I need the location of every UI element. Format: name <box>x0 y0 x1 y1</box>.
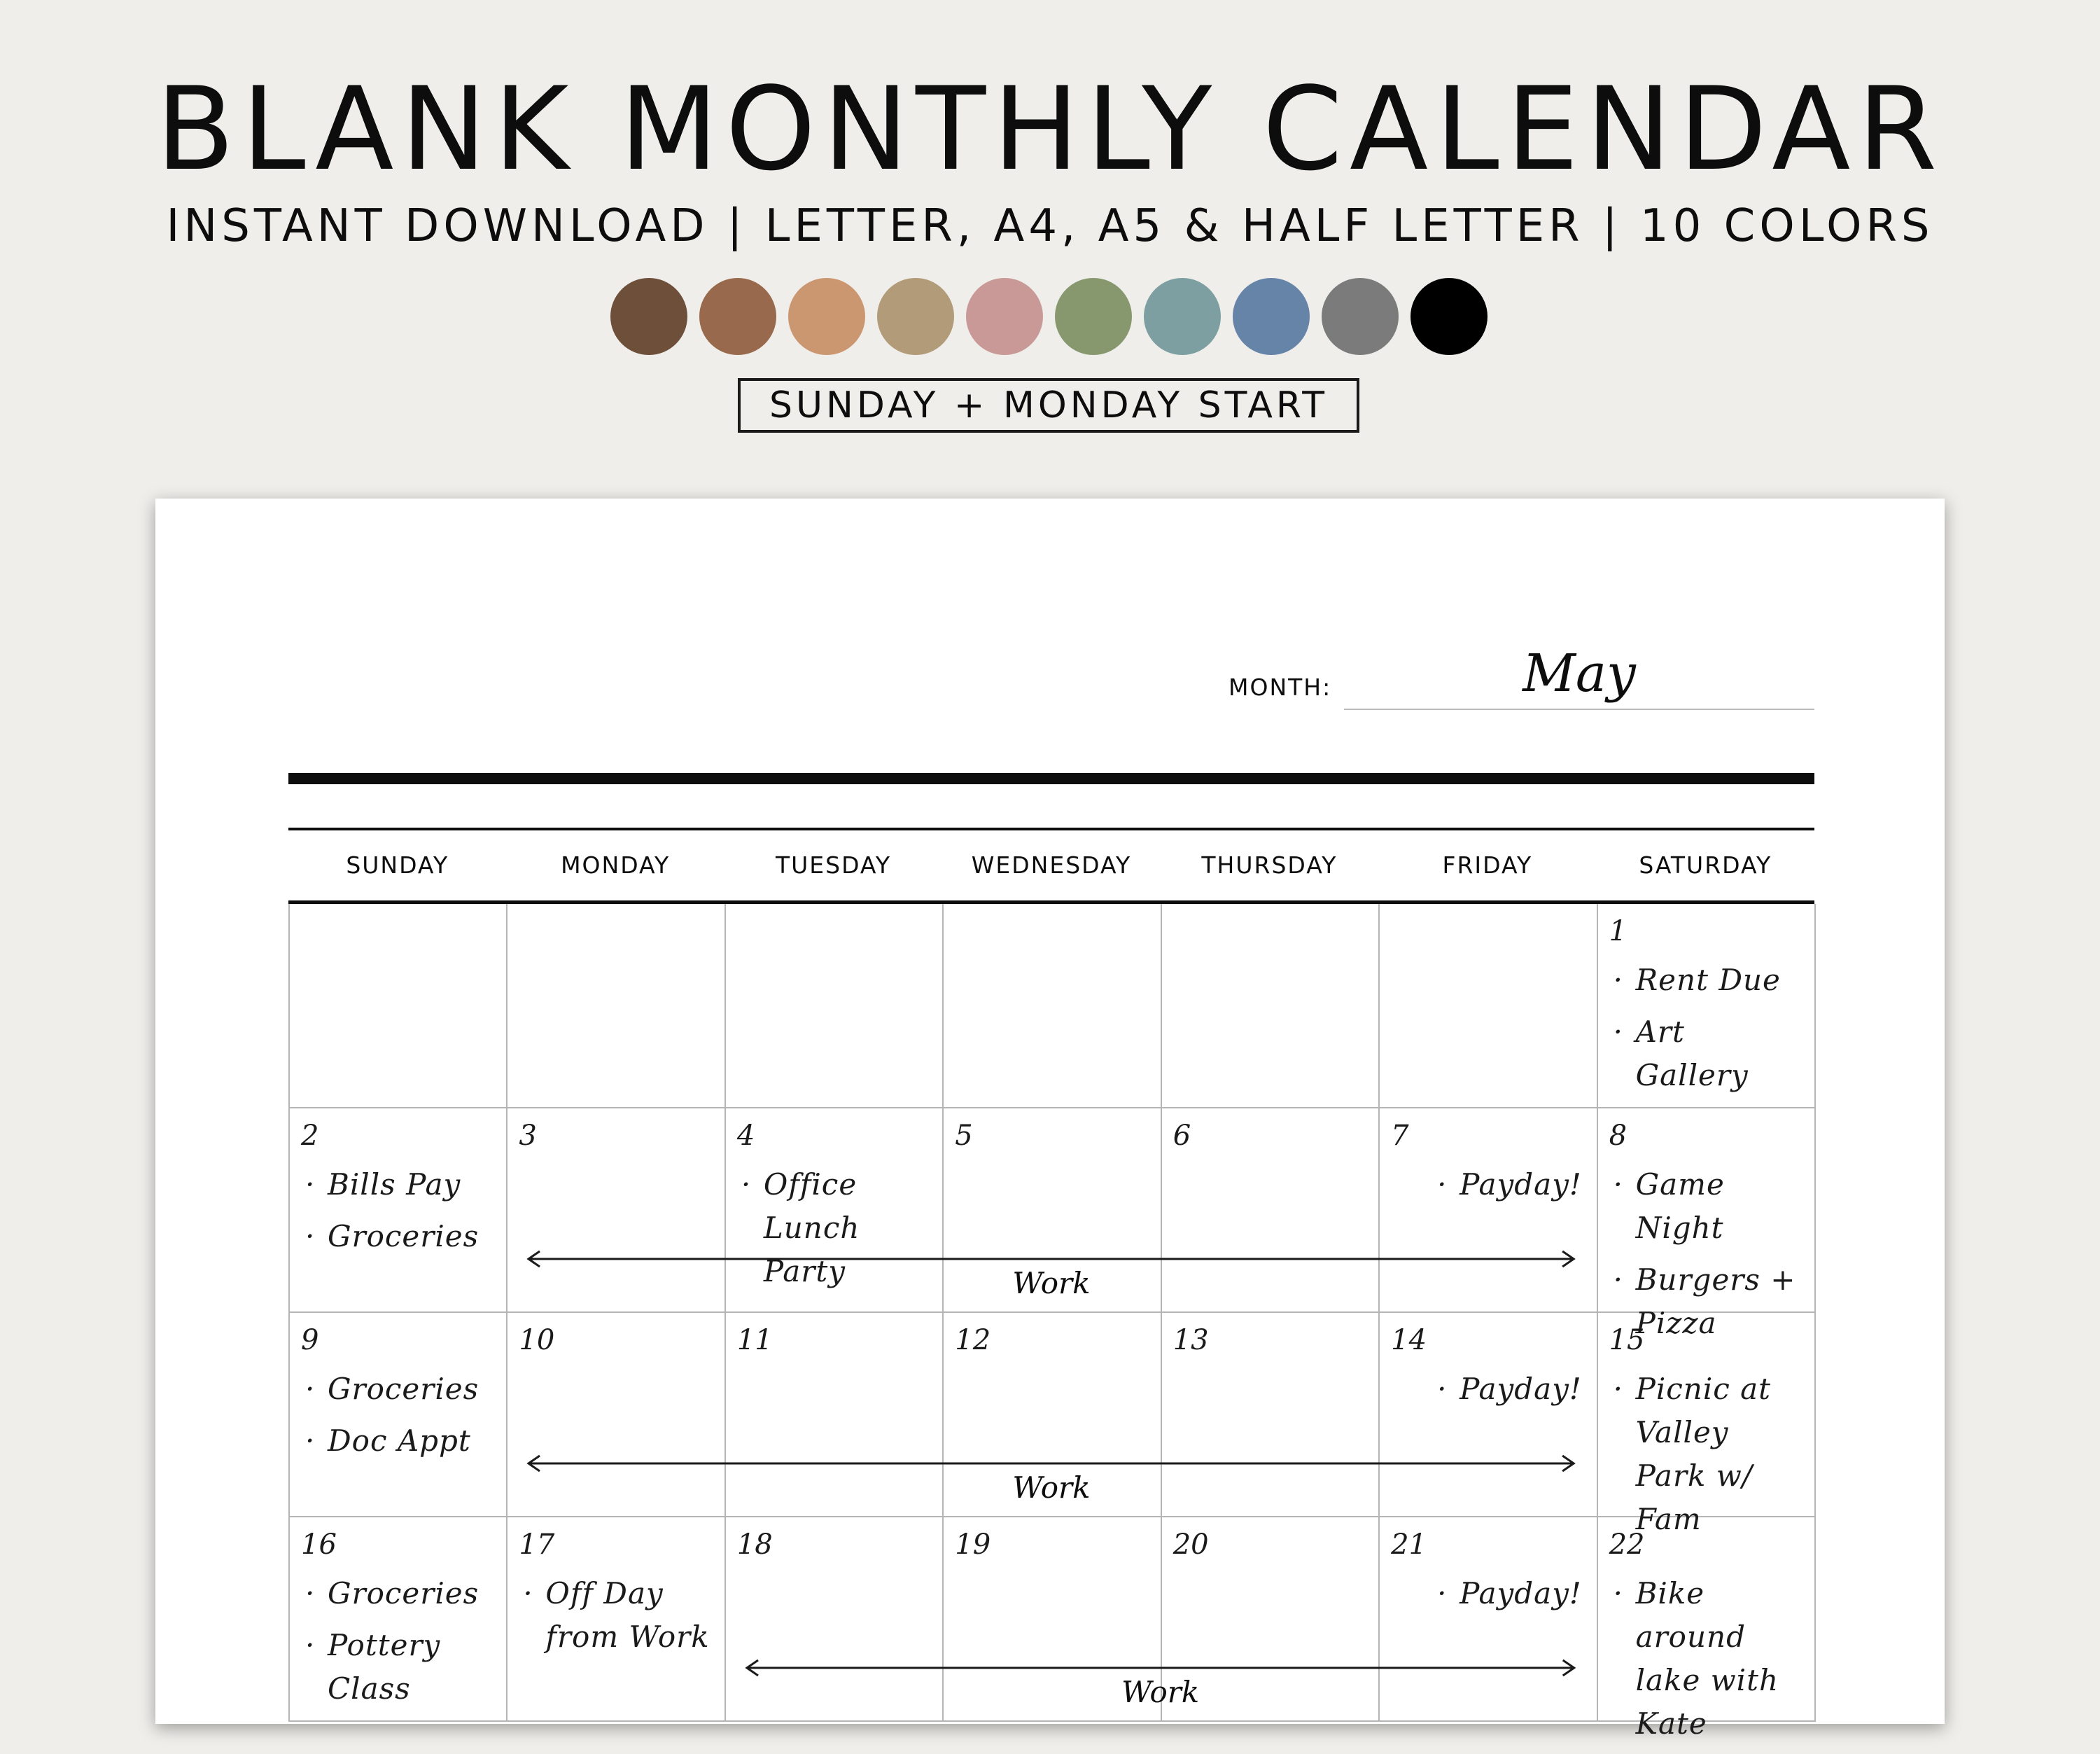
day-notes <box>302 1163 499 1267</box>
day-number: 5 <box>955 1120 973 1152</box>
weekday-header-row <box>288 830 1814 904</box>
day-number: 2 <box>301 1120 319 1152</box>
day-cell[interactable] <box>1598 904 1816 1108</box>
day-number: 4 <box>736 1120 755 1152</box>
day-notes <box>1611 1572 1807 1754</box>
day-note: · Payday! <box>1434 1163 1589 1206</box>
weekday-label: FRIDAY <box>1442 851 1533 879</box>
day-cell[interactable] <box>726 904 944 1108</box>
day-cell[interactable] <box>1380 904 1597 1108</box>
day-notes <box>520 1572 717 1667</box>
day-number: 7 <box>1391 1120 1409 1152</box>
color-swatch <box>1144 278 1221 355</box>
day-note: · Art Gallery <box>1611 1010 1807 1097</box>
day-number: 19 <box>955 1529 991 1561</box>
day-cell[interactable] <box>290 1108 507 1313</box>
weekday-label: TUESDAY <box>775 851 892 879</box>
weekday-label: WEDNESDAY <box>971 851 1132 879</box>
day-number: 15 <box>1609 1324 1645 1356</box>
day-cell[interactable] <box>1598 1313 1816 1536</box>
product-title: BLANK MONTHLY CALENDAR <box>155 62 1945 196</box>
day-cell[interactable] <box>507 1517 725 1722</box>
weekday-label: THURSDAY <box>1201 851 1338 879</box>
color-swatch <box>1055 278 1132 355</box>
day-number: 8 <box>1609 1120 1628 1152</box>
day-number: 20 <box>1172 1529 1209 1561</box>
weekday-label: MONDAY <box>561 851 671 879</box>
day-note: · Groceries <box>302 1215 499 1258</box>
calendar-sheet <box>155 499 1945 1741</box>
calendar-grid <box>288 904 1816 1741</box>
color-swatch <box>1322 278 1399 355</box>
day-cell[interactable] <box>290 904 507 1108</box>
day-note: · Off Day from Work <box>520 1572 717 1659</box>
day-number: 16 <box>301 1529 337 1561</box>
day-note: · Groceries <box>302 1367 499 1411</box>
start-day-badge: SUNDAY + MONDAY START <box>738 378 1359 433</box>
day-cell[interactable] <box>1598 1517 1816 1741</box>
work-span <box>527 1248 1575 1304</box>
weekday-label: SATURDAY <box>1639 851 1772 879</box>
day-notes <box>302 1367 499 1471</box>
day-note: · Game Night <box>1611 1163 1807 1250</box>
day-note: · Picnic at Valley Park w/ Fam <box>1611 1367 1807 1541</box>
day-note: · Office Lunch Party <box>738 1163 935 1293</box>
header-thick-divider <box>288 773 1814 784</box>
day-number: 22 <box>1609 1529 1645 1561</box>
day-cell[interactable] <box>507 904 725 1108</box>
day-note: · Pottery Class <box>302 1624 499 1711</box>
month-field-label: MONTH: <box>1228 674 1332 701</box>
day-cell[interactable] <box>290 1313 507 1517</box>
month-field-underline <box>1344 709 1814 710</box>
product-subtitle: INSTANT DOWNLOAD | LETTER, A4, A5 & HALF LETTER | 10 COLORS <box>166 200 1934 252</box>
day-number: 12 <box>955 1324 991 1356</box>
color-swatch <box>1233 278 1310 355</box>
day-cell[interactable] <box>290 1517 507 1722</box>
day-number: 18 <box>736 1529 773 1561</box>
work-span-label: Work <box>1012 1470 1091 1505</box>
day-notes <box>1392 1367 1589 1419</box>
color-swatches <box>610 278 1488 355</box>
color-swatch <box>1410 278 1488 355</box>
day-note: · Burgers + Pizza <box>1611 1258 1807 1345</box>
day-number: 9 <box>301 1324 319 1356</box>
day-cell[interactable] <box>1162 904 1380 1108</box>
day-note: · Payday! <box>1434 1572 1589 1615</box>
color-swatch <box>699 278 776 355</box>
color-swatch <box>966 278 1043 355</box>
work-span-label: Work <box>1012 1266 1091 1300</box>
day-number: 21 <box>1391 1529 1427 1561</box>
day-number: 13 <box>1172 1324 1209 1356</box>
day-note: · Payday! <box>1434 1367 1589 1411</box>
day-number: 10 <box>519 1324 555 1356</box>
day-number: 11 <box>736 1324 773 1356</box>
day-note: · Bills Pay <box>302 1163 499 1206</box>
day-cell[interactable] <box>944 904 1161 1108</box>
day-number: 3 <box>519 1120 537 1152</box>
weekday-label: SUNDAY <box>346 851 449 879</box>
day-notes <box>302 1572 499 1719</box>
day-number: 14 <box>1391 1324 1427 1356</box>
work-span <box>746 1657 1576 1713</box>
day-number: 6 <box>1172 1120 1191 1152</box>
work-span-label: Work <box>1121 1675 1200 1709</box>
day-note: · Doc Appt <box>302 1419 499 1463</box>
day-notes <box>1611 959 1807 1106</box>
day-note: · Bike around lake with Kate <box>1611 1572 1807 1746</box>
day-note: · Groceries <box>302 1572 499 1615</box>
month-field-value: May <box>1522 643 1636 704</box>
color-swatch <box>610 278 687 355</box>
day-note: · Rent Due <box>1611 959 1807 1002</box>
day-number: 1 <box>1609 915 1628 947</box>
day-notes <box>1392 1572 1589 1624</box>
color-swatch <box>877 278 954 355</box>
work-span <box>527 1453 1575 1509</box>
color-swatch <box>788 278 865 355</box>
day-number: 17 <box>519 1529 555 1561</box>
day-notes <box>1392 1163 1589 1215</box>
